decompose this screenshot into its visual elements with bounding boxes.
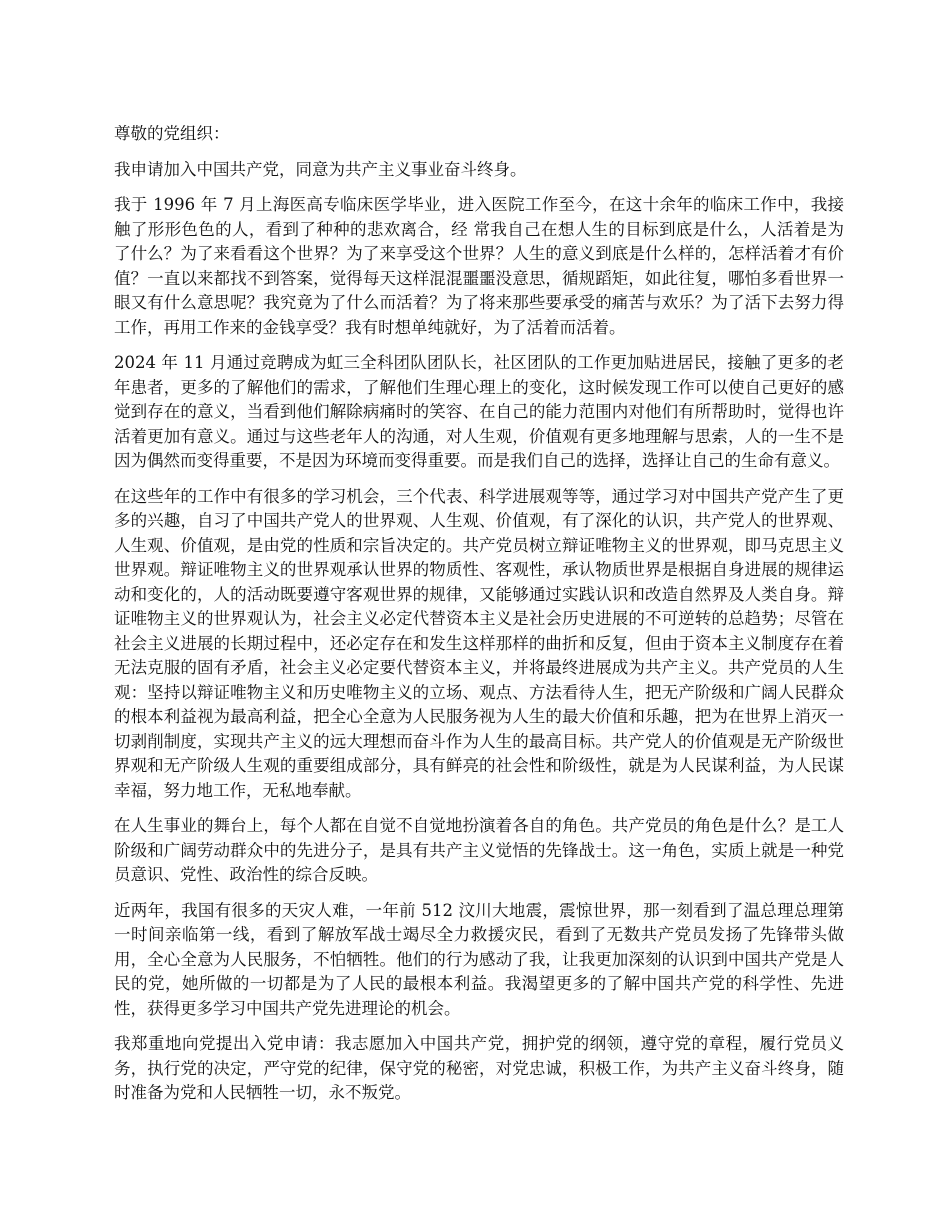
paragraph-disaster: 近两年，我国有很多的天灾人难，一年前 512 汶川大地震，震惊世界，那一刻看到了温总理总理第一时间亲临第一线，看到了解放军战士竭尽全力救援灾民，看到了无数共产党员发扬了先锋带头做用，全心全意为人民服务，不怕牺牲。他们的行为感动了我，让我更加深刻的认识到中国共产党是人民的党，她所做的一切都是为了人民的最根本利益。我渴望更多的了解中国共产党的科学性、先进性，获得更多学习中国共产党先进理论的机会。 — [114, 900, 844, 1018]
paragraph-pledge: 我郑重地向党提出入党申请：我志愿加入中国共产党，拥护党的纲领，遵守党的章程，履行党员义务，执行党的决定，严守党的纪律，保守党的秘密，对党忠诚，积极工作，为共产主义奋斗终身，随时准备为党和人民牺牲一切，永不叛党。 — [114, 1034, 844, 1102]
document-page — [114, 122, 844, 1117]
paragraph-study: 在这些年的工作中有很多的学习机会，三个代表、科学进展观等等，通过学习对中国共产党产生了更多的兴趣，自习了中国共产党人的世界观、人生观、价值观，有了深化的认识，共产党人的世界观、人生观、价值观，是由党的性质和宗旨决定的。共产党员树立辩证唯物主义的世界观，即马克思主义世界观。辩证唯物主义的世界观承认世界的物质性、客观性，承认物质世界是根据自身进展的规律运动和变化的，人的活动既要遵守客观世界的规律，又能够通过实践认识和改造自然界及人类自身。辩证唯物主义的世界观认为，社会主义必定代替资本主义是社会历史进展的不可逆转的总趋势；尽管在社会主义进展的长期过程中，还必定存在和发生这样那样的曲折和反复，但由于资本主义制度存在着无法克服的固有矛盾，社会主义必定要代替资本主义，并将最终进展成为共产主义。共产党员的人生观：坚持以辩证唯物主义和历史唯物主义的立场、观点、方法看待人生，把无产阶级和广阔人民群众的根本利益视为最高利益，把全心全意为人民服务视为人生的最大价值和乐趣，把为在世界上消灭一切剥削制度，实现共产主义的远大理想而奋斗作为人生的最高目标。共产党人的价值观是无产阶级世界观和无产阶级人生观的重要组成部分，具有鲜亮的社会性和阶级性，就是为人民谋利益，为人民谋幸福，努力地工作，无私地奉献。 — [114, 486, 844, 800]
paragraph-team-work: 2024 年 11 月通过竞聘成为虹三全科团队团队长，社区团队的工作更加贴进居民，接触了更多的老年患者，更多的了解他们的需求，了解他们生理心理上的变化，这时候发现工作可以使自己更好的感觉到存在的意义，当看到他们解除病痛时的笑容、在自己的能力范围内对他们有所帮助时，觉得也许活着更加有意义。通过与这些老年人的沟通，对人生观，价值观有更多地理解与思索，人的一生不是因为偶然而变得重要，不是因为环境而变得重要。而是我们自己的选择，选择让自己的生命有意义。 — [114, 353, 844, 470]
paragraph-role: 在人生事业的舞台上，每个人都在自觉不自觉地扮演着各自的角色。共产党员的角色是什么？是工人阶级和广阔劳动群众中的先进分子，是具有共产主义觉悟的先锋战士。这一角色，实质上就是一种党员意识、党性、政治性的综合反映。 — [114, 816, 844, 884]
salutation: 尊敬的党组织： — [114, 124, 230, 143]
paragraph-background: 我于 1996 年 7 月上海医高专临床医学毕业，进入医院工作至今，在这十余年的临床工作中，我接触了形形色色的人，看到了种种的悲欢离合，经 常我自己在想人生的目标到底是什么，人活着是为了什么？为了来看看这个世界？为了来享受这个世界？人生的意义到底是什么样的，怎样活着才有价值？一直以来都找不到答案，觉得每天这样混混噩噩没意思，循规蹈矩，如此往复，哪怕多看世界一眼又有什么意思呢？我究竟为了什么而活着？为了将来那些要承受的痛苦与欢乐？为了活下去努力得工作，再用工作来的金钱享受？我有时想单纯就好，为了活着而活着。 — [114, 195, 844, 337]
paragraph-intro: 我申请加入中国共产党，同意为共产主义事业奋斗终身。 — [114, 159, 527, 179]
